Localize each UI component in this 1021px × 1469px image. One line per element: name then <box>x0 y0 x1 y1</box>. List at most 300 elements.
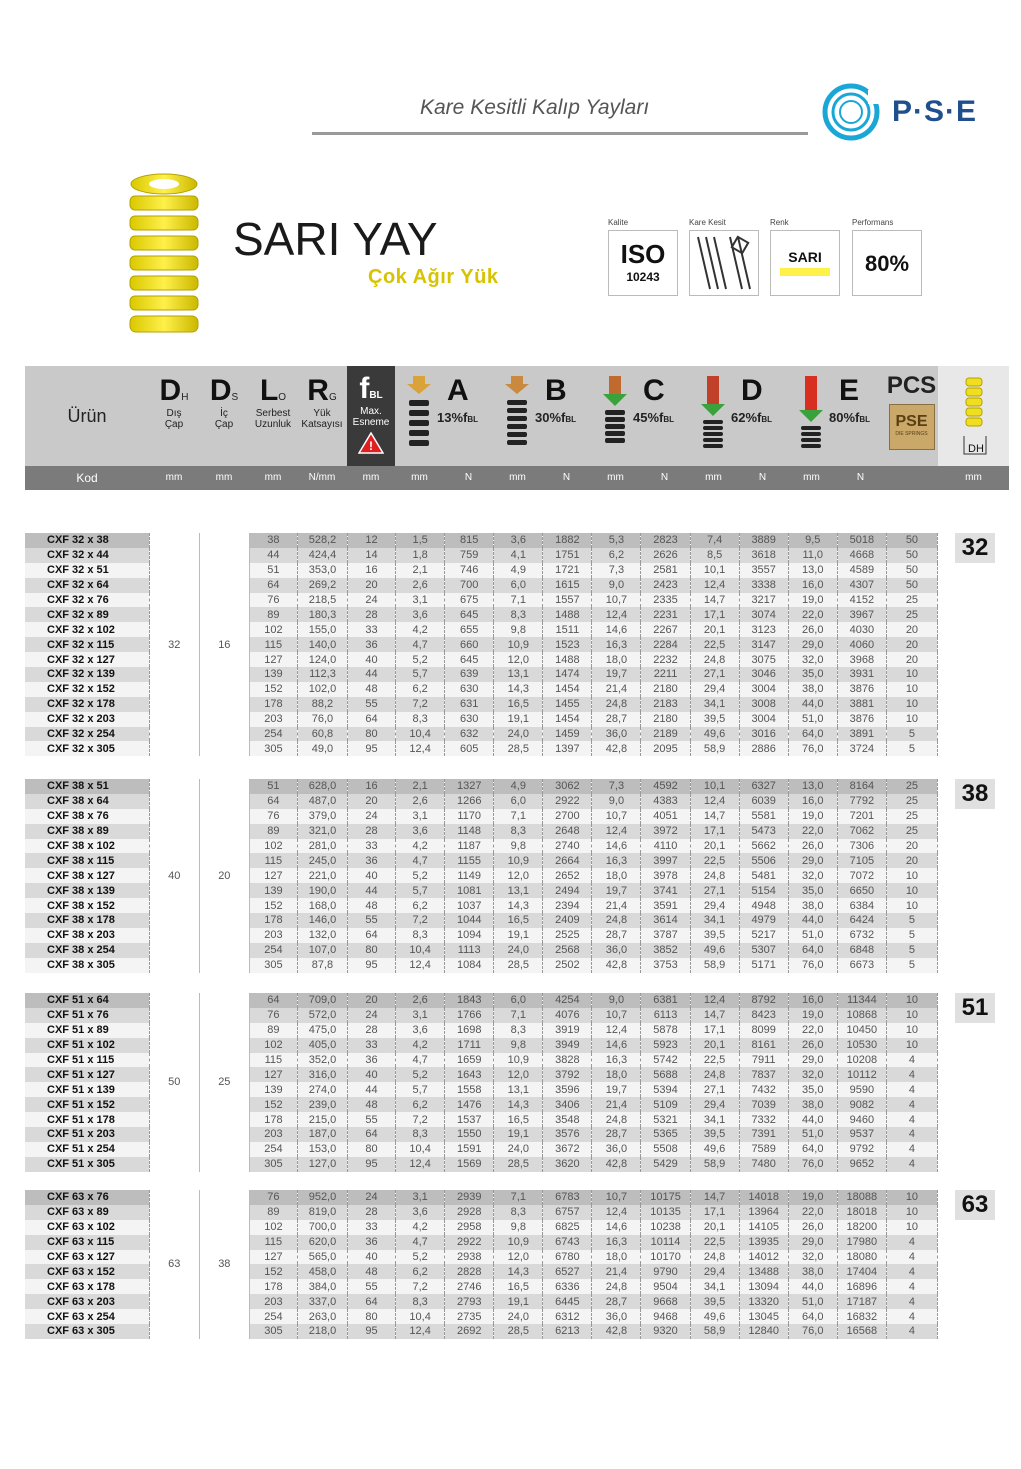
product-code: CXF 38 x 305 <box>25 958 149 973</box>
table-cell: 139 <box>249 1082 297 1097</box>
table-cell: 95 <box>348 741 396 756</box>
table-cell: 10,4 <box>396 1309 445 1324</box>
table-cell: 6825 <box>543 1220 592 1235</box>
table-cell: 2886 <box>739 741 788 756</box>
spring-table <box>25 779 938 973</box>
table-cell: 17,1 <box>690 1023 739 1038</box>
product-code: CXF 51 x 102 <box>25 1038 149 1053</box>
table-cell: 24,8 <box>690 1067 739 1082</box>
product-code: CXF 32 x 38 <box>25 533 149 548</box>
table-cell: 1550 <box>445 1127 494 1142</box>
table-cell: 51,0 <box>788 1294 837 1309</box>
unit-a-n: N <box>464 472 473 483</box>
table-cell: 10,4 <box>396 727 445 742</box>
table-cell: 112,3 <box>297 667 347 682</box>
table-cell: 10450 <box>837 1023 886 1038</box>
iso-text: ISO <box>620 239 666 269</box>
table-cell: 25 <box>886 593 937 608</box>
table-cell: 1474 <box>543 667 592 682</box>
unit-d-mm: mm <box>705 472 722 483</box>
table-cell: 528,2 <box>297 533 347 548</box>
product-code: CXF 51 x 127 <box>25 1067 149 1082</box>
table-cell: 19,7 <box>592 667 641 682</box>
table-cell: 1,5 <box>396 533 445 548</box>
table-cell: 10 <box>886 667 937 682</box>
table-cell: 1187 <box>445 839 494 854</box>
table-cell: 44 <box>348 1082 396 1097</box>
table-cell: 17,1 <box>690 607 739 622</box>
table-cell: 51,0 <box>788 1127 837 1142</box>
table-cell: 127 <box>249 868 297 883</box>
table-cell: 16,5 <box>494 1279 543 1294</box>
table-cell: 1454 <box>543 712 592 727</box>
table-cell: 14012 <box>739 1250 788 1265</box>
product-code: CXF 51 x 76 <box>25 1008 149 1023</box>
product-code: CXF 32 x 305 <box>25 741 149 756</box>
table-cell: 1170 <box>445 809 494 824</box>
table-cell: 178 <box>249 1279 297 1294</box>
unit-d-n: N <box>758 472 767 483</box>
table-cell: 28,5 <box>494 741 543 756</box>
table-cell: 4 <box>886 1309 937 1324</box>
table-cell: 2183 <box>641 697 690 712</box>
table-cell: 33 <box>348 622 396 637</box>
table-cell: 12,4 <box>592 824 641 839</box>
table-cell: 9792 <box>837 1142 886 1157</box>
table-cell: 3,1 <box>396 1008 445 1023</box>
table-cell: 4,2 <box>396 1220 445 1235</box>
table-cell: 3919 <box>543 1023 592 1038</box>
table-cell: 2267 <box>641 622 690 637</box>
table-cell: 17,1 <box>690 824 739 839</box>
table-cell: 13,1 <box>494 883 543 898</box>
table-cell: 10 <box>886 898 937 913</box>
table-cell: 19,0 <box>788 1190 837 1205</box>
table-cell: 153,0 <box>297 1142 347 1157</box>
table-cell: 127,0 <box>297 1157 347 1172</box>
table-cell: 14 <box>348 548 396 563</box>
table-cell: 4254 <box>543 993 592 1008</box>
table-cell: 10,7 <box>592 1008 641 1023</box>
color-text: SARI <box>788 249 822 265</box>
product-code: CXF 51 x 152 <box>25 1097 149 1112</box>
table-cell: 2568 <box>543 943 592 958</box>
table-cell: 5 <box>886 741 937 756</box>
table-cell: 16,3 <box>592 1235 641 1250</box>
table-cell: 3891 <box>837 727 886 742</box>
table-cell: 16,0 <box>788 993 837 1008</box>
table-cell: 1882 <box>543 533 592 548</box>
table-cell: 6327 <box>739 779 788 794</box>
table-cell: 17187 <box>837 1294 886 1309</box>
table-cell: 10 <box>886 1220 937 1235</box>
table-cell: 25 <box>886 809 937 824</box>
svg-text:!: ! <box>369 439 373 453</box>
table-cell: 28,5 <box>494 958 543 973</box>
section-51 <box>25 993 938 1172</box>
table-cell: 80 <box>348 943 396 958</box>
table-cell: 2,1 <box>396 779 445 794</box>
table-cell: 8,5 <box>690 548 739 563</box>
table-cell: 190,0 <box>297 883 347 898</box>
table-cell: 16,3 <box>592 637 641 652</box>
table-cell: 178 <box>249 913 297 928</box>
table-cell: 203 <box>249 1127 297 1142</box>
table-cell: 146,0 <box>297 913 347 928</box>
table-cell: 13045 <box>739 1309 788 1324</box>
table-cell: 102 <box>249 1038 297 1053</box>
table-cell: 7,1 <box>494 809 543 824</box>
table-cell: 316,0 <box>297 1067 347 1082</box>
table-cell: 44,0 <box>788 1279 837 1294</box>
iso-badge <box>608 230 678 296</box>
unit-b-mm: mm <box>509 472 526 483</box>
table-cell: 12,4 <box>690 993 739 1008</box>
table-cell: 10175 <box>641 1190 690 1205</box>
table-cell: 1397 <box>543 741 592 756</box>
table-cell: 20,1 <box>690 1038 739 1053</box>
table-cell: 9504 <box>641 1279 690 1294</box>
table-cell: 2735 <box>445 1309 494 1324</box>
table-cell: 221,0 <box>297 868 347 883</box>
table-cell: 1569 <box>445 1157 494 1172</box>
table-cell: 64,0 <box>788 1309 837 1324</box>
table-cell: 7062 <box>837 824 886 839</box>
table-cell: 10 <box>886 1023 937 1038</box>
table-cell: 28 <box>348 607 396 622</box>
table-cell: 7039 <box>739 1097 788 1112</box>
table-cell: 19,0 <box>788 809 837 824</box>
table-cell: 5506 <box>739 853 788 868</box>
table-cell: 14,3 <box>494 682 543 697</box>
table-cell: 10 <box>886 993 937 1008</box>
table-cell: 20 <box>886 637 937 652</box>
table-cell: 2652 <box>543 868 592 883</box>
product-code: CXF 32 x 115 <box>25 637 149 652</box>
table-cell: 5307 <box>739 943 788 958</box>
table-cell: 21,4 <box>592 1264 641 1279</box>
table-cell: 458,0 <box>297 1264 347 1279</box>
table-cell: 127 <box>249 652 297 667</box>
table-cell: 2626 <box>641 548 690 563</box>
small-spring-icon <box>954 374 994 458</box>
color-badge <box>770 230 840 296</box>
table-cell: 2095 <box>641 741 690 756</box>
table-cell: 815 <box>445 533 494 548</box>
table-cell: 13,0 <box>788 779 837 794</box>
table-cell: 32,0 <box>788 652 837 667</box>
table-cell: 1094 <box>445 928 494 943</box>
table-cell: 42,8 <box>592 958 641 973</box>
table-cell: 28,5 <box>494 1324 543 1339</box>
product-code: CXF 51 x 89 <box>25 1023 149 1038</box>
table-cell: 27,1 <box>690 1082 739 1097</box>
table-cell: 1149 <box>445 868 494 883</box>
table-cell: 3406 <box>543 1097 592 1112</box>
table-row <box>25 779 938 794</box>
table-cell: 89 <box>249 607 297 622</box>
table-cell: 102 <box>249 839 297 854</box>
table-cell: 487,0 <box>297 794 347 809</box>
page-subtitle: Kare Kesitli Kalıp Yayları <box>420 96 650 119</box>
product-code: CXF 32 x 44 <box>25 548 149 563</box>
table-cell: 3931 <box>837 667 886 682</box>
table-cell: 16568 <box>837 1324 886 1339</box>
table-cell: 7,2 <box>396 697 445 712</box>
table-cell: 10,7 <box>592 593 641 608</box>
table-cell: 203 <box>249 928 297 943</box>
product-code: CXF 38 x 89 <box>25 824 149 839</box>
table-cell: 89 <box>249 824 297 839</box>
table-cell: 152 <box>249 1264 297 1279</box>
table-cell: 2700 <box>543 809 592 824</box>
table-cell: 102 <box>249 1220 297 1235</box>
product-code: CXF 63 x 76 <box>25 1190 149 1205</box>
table-cell: 218,5 <box>297 593 347 608</box>
table-cell: 5923 <box>641 1038 690 1053</box>
table-cell: 16896 <box>837 1279 886 1294</box>
table-cell: 115 <box>249 853 297 868</box>
table-cell: 89 <box>249 1023 297 1038</box>
table-cell: 32,0 <box>788 1250 837 1265</box>
table-cell: 1084 <box>445 958 494 973</box>
table-cell: 254 <box>249 727 297 742</box>
table-cell: 3004 <box>739 682 788 697</box>
compressed-spring-icon <box>603 376 627 456</box>
table-cell: 14,6 <box>592 1038 641 1053</box>
table-cell: 6780 <box>543 1250 592 1265</box>
table-cell: 4 <box>886 1250 937 1265</box>
table-cell: 8423 <box>739 1008 788 1023</box>
table-cell: 1148 <box>445 824 494 839</box>
table-cell: 42,8 <box>592 1157 641 1172</box>
table-cell: 88,2 <box>297 697 347 712</box>
table-cell: 1037 <box>445 898 494 913</box>
table-cell: 40 <box>348 1067 396 1082</box>
table-cell: 8,3 <box>494 1205 543 1220</box>
table-cell: 36 <box>348 1235 396 1250</box>
table-cell: 16 <box>348 563 396 578</box>
table-cell: 24,8 <box>690 1250 739 1265</box>
table-cell: 4,9 <box>494 779 543 794</box>
table-cell: 7201 <box>837 809 886 824</box>
table-cell: 24 <box>348 1008 396 1023</box>
table-cell: 1659 <box>445 1053 494 1068</box>
table-cell: 36 <box>348 853 396 868</box>
table-cell: 39,5 <box>690 712 739 727</box>
table-cell: 24,8 <box>592 1112 641 1127</box>
table-cell: 10,9 <box>494 1053 543 1068</box>
unit-a-mm: mm <box>411 472 428 483</box>
warning-icon <box>358 432 384 454</box>
table-cell: 2664 <box>543 853 592 868</box>
table-cell: 44 <box>348 667 396 682</box>
table-cell: 6743 <box>543 1235 592 1250</box>
header-group-b: B 30%fBL <box>493 366 591 466</box>
table-cell: 76 <box>249 1190 297 1205</box>
table-cell: 14,3 <box>494 1097 543 1112</box>
square-wire-icon <box>690 231 758 295</box>
table-cell: 18018 <box>837 1205 886 1220</box>
table-cell: 2922 <box>445 1235 494 1250</box>
table-cell: 1454 <box>543 682 592 697</box>
table-cell: 16,3 <box>592 853 641 868</box>
product-code: CXF 38 x 51 <box>25 779 149 794</box>
table-cell: 14,3 <box>494 898 543 913</box>
table-cell: 48 <box>348 1264 396 1279</box>
table-cell: 64 <box>348 1294 396 1309</box>
table-cell: 4 <box>886 1235 937 1250</box>
table-cell: 4,7 <box>396 1235 445 1250</box>
unit-rg: N/mm <box>308 472 336 483</box>
table-cell: 24,8 <box>690 868 739 883</box>
table-cell: 2394 <box>543 898 592 913</box>
table-cell: 16,5 <box>494 697 543 712</box>
product-code: CXF 32 x 89 <box>25 607 149 622</box>
table-cell: 29,4 <box>690 1097 739 1112</box>
table-cell: 203 <box>249 1294 297 1309</box>
product-code: CXF 38 x 64 <box>25 794 149 809</box>
table-cell: 1766 <box>445 1008 494 1023</box>
table-cell: 14,3 <box>494 1264 543 1279</box>
table-cell: 7,2 <box>396 913 445 928</box>
table-cell: 24,0 <box>494 943 543 958</box>
product-code: CXF 63 x 102 <box>25 1220 149 1235</box>
table-cell: 4979 <box>739 913 788 928</box>
table-cell: 3972 <box>641 824 690 839</box>
table-cell: 6039 <box>739 794 788 809</box>
table-cell: 424,4 <box>297 548 347 563</box>
table-cell: 24,8 <box>592 1279 641 1294</box>
table-cell: 16,0 <box>788 794 837 809</box>
table-cell: 35,0 <box>788 667 837 682</box>
table-cell: 19,7 <box>592 883 641 898</box>
unit-dh: mm <box>165 472 183 483</box>
svg-text:DH: DH <box>967 443 984 455</box>
table-cell: 28,7 <box>592 928 641 943</box>
table-cell: 29,4 <box>690 682 739 697</box>
table-cell: 1266 <box>445 794 494 809</box>
outer-diameter: 50 <box>149 993 199 1172</box>
product-code: CXF 63 x 127 <box>25 1250 149 1265</box>
table-cell: 26,0 <box>788 622 837 637</box>
table-cell: 10,4 <box>396 1142 445 1157</box>
table-cell: 3978 <box>641 868 690 883</box>
table-cell: 254 <box>249 1309 297 1324</box>
table-cell: 64 <box>249 578 297 593</box>
table-cell: 13320 <box>739 1294 788 1309</box>
product-code: CXF 63 x 254 <box>25 1309 149 1324</box>
table-cell: 4383 <box>641 794 690 809</box>
table-cell: 2648 <box>543 824 592 839</box>
table-cell: 8,3 <box>494 607 543 622</box>
table-cell: 709,0 <box>297 993 347 1008</box>
badge-label-color: Renk <box>770 218 789 227</box>
table-cell: 10,1 <box>690 779 739 794</box>
table-cell: 76,0 <box>297 712 347 727</box>
table-cell: 5 <box>886 928 937 943</box>
table-cell: 12,4 <box>592 1205 641 1220</box>
table-cell: 28,7 <box>592 1294 641 1309</box>
table-cell: 25 <box>886 607 937 622</box>
table-cell: 51,0 <box>788 928 837 943</box>
header-group-a: A 13%fBL <box>395 366 493 466</box>
table-cell: 3741 <box>641 883 690 898</box>
section-38 <box>25 779 938 973</box>
table-cell: 22,5 <box>690 637 739 652</box>
table-cell: 19,7 <box>592 1082 641 1097</box>
table-cell: 353,0 <box>297 563 347 578</box>
header-lo: LO Serbest Uzunluk <box>254 374 292 430</box>
table-cell: 9,8 <box>494 1220 543 1235</box>
table-cell: 10208 <box>837 1053 886 1068</box>
table-cell: 64 <box>348 928 396 943</box>
unit-ds: mm <box>215 472 233 483</box>
table-cell: 9,0 <box>592 794 641 809</box>
product-code: CXF 38 x 115 <box>25 853 149 868</box>
table-cell: 12,0 <box>494 1250 543 1265</box>
table-cell: 14018 <box>739 1190 788 1205</box>
table-cell: 7,1 <box>494 593 543 608</box>
table-cell: 10 <box>886 868 937 883</box>
header-group-c: C 45%fBL <box>591 366 689 466</box>
table-cell: 3889 <box>739 533 788 548</box>
table-cell: 38,0 <box>788 1264 837 1279</box>
table-cell: 14,6 <box>592 839 641 854</box>
table-cell: 4,7 <box>396 637 445 652</box>
table-cell: 2,6 <box>396 993 445 1008</box>
table-cell: 645 <box>445 652 494 667</box>
table-cell: 20 <box>886 622 937 637</box>
table-cell: 7480 <box>739 1157 788 1172</box>
table-cell: 10114 <box>641 1235 690 1250</box>
table-cell: 28 <box>348 1023 396 1038</box>
table-cell: 5,7 <box>396 1082 445 1097</box>
table-cell: 4 <box>886 1082 937 1097</box>
table-cell: 24,0 <box>494 1142 543 1157</box>
table-cell: 7,3 <box>592 563 641 578</box>
unit-c-n: N <box>660 472 669 483</box>
table-cell: 16832 <box>837 1309 886 1324</box>
badge-label-section: Kare Kesit <box>689 218 726 227</box>
table-cell: 12 <box>348 533 396 548</box>
table-cell: 19,0 <box>788 593 837 608</box>
table-cell: 3967 <box>837 607 886 622</box>
table-cell: 19,0 <box>788 1008 837 1023</box>
table-cell: 33 <box>348 1220 396 1235</box>
table-cell: 3,1 <box>396 809 445 824</box>
table-cell: 51,0 <box>788 712 837 727</box>
table-cell: 6732 <box>837 928 886 943</box>
table-cell: 10868 <box>837 1008 886 1023</box>
badge-label-quality: Kalite <box>608 218 629 227</box>
table-cell: 5742 <box>641 1053 690 1068</box>
table-cell: 5508 <box>641 1142 690 1157</box>
inner-diameter: 16 <box>199 533 249 756</box>
table-cell: 352,0 <box>297 1053 347 1068</box>
header-pcs: PCS PSE DIE SPRINGS <box>885 366 938 466</box>
table-cell: 2284 <box>641 637 690 652</box>
table-cell: 3828 <box>543 1053 592 1068</box>
table-cell: 24 <box>348 1190 396 1205</box>
table-cell: 29,0 <box>788 1235 837 1250</box>
table-cell: 29,0 <box>788 1053 837 1068</box>
table-cell: 4,1 <box>494 548 543 563</box>
table-cell: 44,0 <box>788 697 837 712</box>
product-code: CXF 32 x 178 <box>25 697 149 712</box>
table-cell: 5481 <box>739 868 788 883</box>
table-cell: 620,0 <box>297 1235 347 1250</box>
